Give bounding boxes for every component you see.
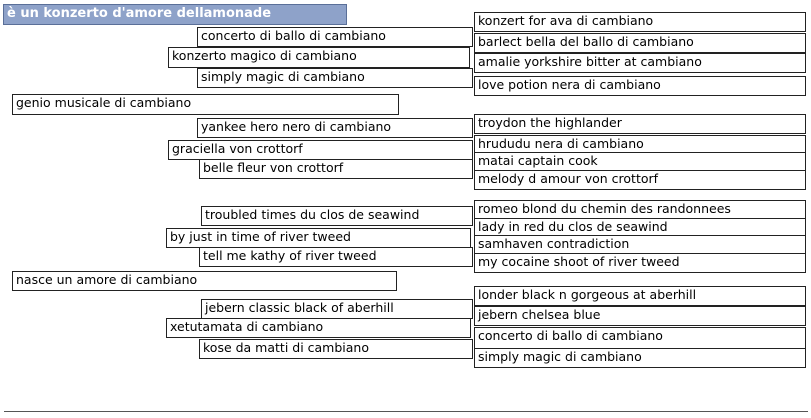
ancestor-box[interactable]: hrududu nera di cambiano: [474, 135, 806, 155]
ancestor-box[interactable]: my cocaine shoot of river tweed: [474, 253, 806, 273]
ancestor-box[interactable]: tell me kathy of river tweed: [199, 247, 473, 267]
ancestor-box[interactable]: lady in red du clos de seawind: [474, 218, 806, 238]
ancestor-box[interactable]: by just in time of river tweed: [166, 228, 471, 248]
ancestor-box[interactable]: romeo blond du chemin des randonnees: [474, 200, 806, 220]
ancestor-box[interactable]: amalie yorkshire bitter at cambiano: [474, 53, 806, 73]
ancestor-box[interactable]: barlect bella del ballo di cambiano: [474, 33, 806, 53]
ancestor-box[interactable]: simply magic di cambiano: [197, 68, 473, 88]
pedigree-title: è un konzerto d'amore dellamonade: [3, 4, 347, 25]
ancestor-box[interactable]: troydon the highlander: [474, 114, 806, 134]
ancestor-box[interactable]: nasce un amore di cambiano: [12, 271, 397, 291]
sire[interactable]: konzerto magico di cambiano: [168, 47, 470, 68]
ancestor-box[interactable]: xetutamata di cambiano: [166, 318, 471, 338]
dam[interactable]: genio musicale di cambiano: [12, 94, 399, 115]
ancestor-box[interactable]: belle fleur von crottorf: [199, 159, 473, 179]
ancestor-box[interactable]: samhaven contradiction: [474, 235, 806, 255]
ancestor-box[interactable]: love potion nera di cambiano: [474, 76, 806, 96]
ancestor-box[interactable]: londer black n gorgeous at aberhill: [474, 286, 806, 306]
ancestor-box[interactable]: graciella von crottorf: [168, 140, 473, 160]
ancestor-box[interactable]: concerto di ballo di cambiano: [474, 327, 806, 349]
ancestor-box[interactable]: simply magic di cambiano: [474, 348, 806, 368]
ancestor-box[interactable]: concerto di ballo di cambiano: [197, 27, 473, 47]
ancestor-box[interactable]: kose da matti di cambiano: [199, 339, 473, 359]
ancestor-box[interactable]: yankee hero nero di cambiano: [197, 118, 473, 138]
ancestor-box[interactable]: jebern chelsea blue: [474, 306, 806, 326]
ancestor-box[interactable]: melody d amour von crottorf: [474, 170, 806, 190]
ancestor-box[interactable]: matai captain cook: [474, 152, 806, 172]
ancestor-box[interactable]: jebern classic black of aberhill: [201, 299, 473, 319]
ancestor-box[interactable]: konzert for ava di cambiano: [474, 12, 806, 32]
divider: [4, 411, 808, 412]
ancestor-box[interactable]: troubled times du clos de seawind: [201, 206, 473, 226]
